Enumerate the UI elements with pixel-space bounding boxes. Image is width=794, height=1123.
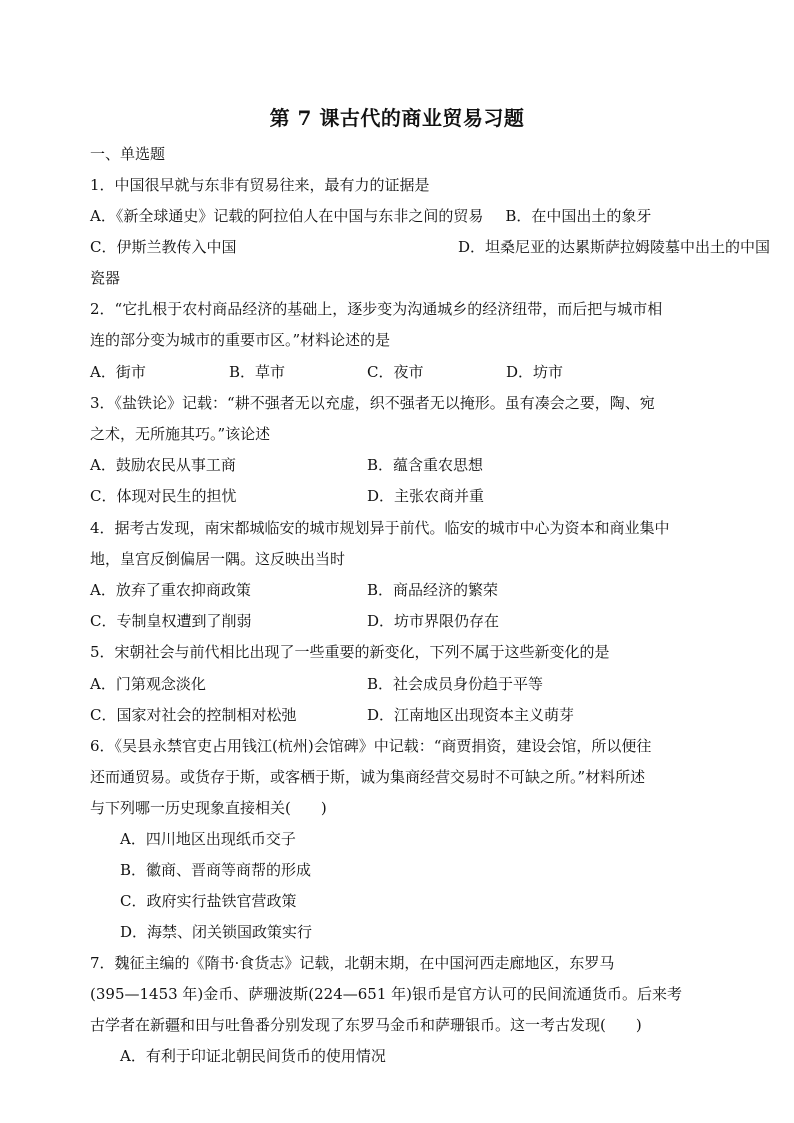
q4-stem-line1: 4．据考古发现，南宋都城临安的城市规划异于前代。临安的城市中心为资本和商业集中 <box>90 519 670 537</box>
q7-stem-line3: 古学者在新疆和田与吐鲁番分别发现了东罗马金币和萨珊银币。这一考古发现( ) <box>90 1016 642 1034</box>
q7-option-a: A．有利于印证北朝民间货币的使用情况 <box>120 1047 386 1065</box>
q5-option-a: A．门第观念淡化 <box>90 675 206 693</box>
q1-option-d: D．坦桑尼亚的达累斯萨拉姆陵墓中出土的中国 <box>458 238 771 256</box>
q6-option-b: B．徽商、晋商等商帮的形成 <box>120 861 312 879</box>
q1-option-d-continued: 瓷器 <box>90 269 121 287</box>
q3-option-c: C．体现对民生的担忧 <box>90 487 237 505</box>
q6-option-a: A．四川地区出现纸币交子 <box>120 830 296 848</box>
q3-stem-line2: 之术，无所施其巧。”该论述 <box>90 425 271 443</box>
q4-stem-line2: 地，皇宫反倒偏居一隅。这反映出当时 <box>90 550 346 568</box>
q1-options-ab <box>90 204 710 228</box>
q3-option-b: B．蕴含重农思想 <box>367 456 484 474</box>
q2-stem-line2: 连的部分变为城市的重要市区。”材料论述的是 <box>90 331 391 349</box>
q5-options-ab <box>90 672 710 696</box>
q5-option-d: D．江南地区出现资本主义萌芽 <box>367 706 575 724</box>
q4-option-c: C．专制皇权遭到了削弱 <box>90 612 252 630</box>
q4-option-a: A．放弃了重农抑商政策 <box>90 581 251 599</box>
q2-option-d: D．坊市 <box>506 363 564 381</box>
q7-stem-line1: 7．魏征主编的《隋书·食货志》记载，北朝末期，在中国河西走廊地区，东罗马 <box>90 954 615 972</box>
q6-stem-line3: 与下列哪一历史现象直接相关( ) <box>90 799 327 817</box>
q6-stem-line1: 6．《吴县永禁官吏占用钱江(杭州)会馆碑》中记载：“商贾捐资，建设会馆，所以便往 <box>90 737 652 755</box>
q4-option-d: D．坊市界限仍存在 <box>367 612 500 630</box>
q2-option-a: A．街市 <box>90 363 146 381</box>
q3-options-ab <box>90 453 710 477</box>
q2-option-c: C．夜市 <box>367 363 424 381</box>
page-title: 第 7 课古代的商业贸易习题 <box>269 106 525 130</box>
section-heading: 一、单选题 <box>90 145 166 163</box>
q1-stem: 1．中国很早就与东非有贸易往来，最有力的证据是 <box>90 176 430 194</box>
q5-option-c: C．国家对社会的控制相对松弛 <box>90 706 297 724</box>
q3-stem-line1: 3．《盐铁论》记载：“耕不强者无以充虚，织不强者无以掩形。虽有凑会之要，陶、宛 <box>90 394 655 412</box>
q1-option-c: C．伊斯兰教传入中国 <box>90 238 237 256</box>
q4-option-b: B．商品经济的繁荣 <box>367 581 499 599</box>
q2-option-b: B．草市 <box>229 363 286 381</box>
q6-option-c: C．政府实行盐铁官营政策 <box>120 892 297 910</box>
q7-stem-line2: (395—1453 年)金币、萨珊波斯(224—651 年)银币是官方认可的民间流通货币。后来考 <box>90 985 683 1003</box>
q3-option-a: A．鼓励农民从事工商 <box>90 456 236 474</box>
q4-options-ab <box>90 578 710 602</box>
q5-option-b: B．社会成员身份趋于平等 <box>367 675 544 693</box>
q6-stem-line2: 还而通贸易。或货存于斯，或客栖于斯，诚为集商经营交易时不可缺之所。”材料所述 <box>90 768 646 786</box>
q4-options-cd <box>90 609 710 633</box>
q1-option-b: B．在中国出土的象牙 <box>505 207 652 225</box>
q1-options-cd <box>90 235 771 259</box>
q3-option-d: D．主张农商并重 <box>367 487 485 505</box>
q5-stem: 5．宋朝社会与前代相比出现了一些重要的新变化，下列不属于这些新变化的是 <box>90 643 610 661</box>
q1-option-a: A．《新全球通史》记载的阿拉伯人在中国与东非之间的贸易 <box>90 207 484 225</box>
q2-stem-line1: 2．“它扎根于农村商品经济的基础上，逐步变为沟通城乡的经济纽带，而后把与城市相 <box>90 300 663 318</box>
q3-options-cd <box>90 484 710 508</box>
q6-option-d: D．海禁、闭关锁国政策实行 <box>120 923 313 941</box>
q5-options-cd <box>90 703 710 727</box>
